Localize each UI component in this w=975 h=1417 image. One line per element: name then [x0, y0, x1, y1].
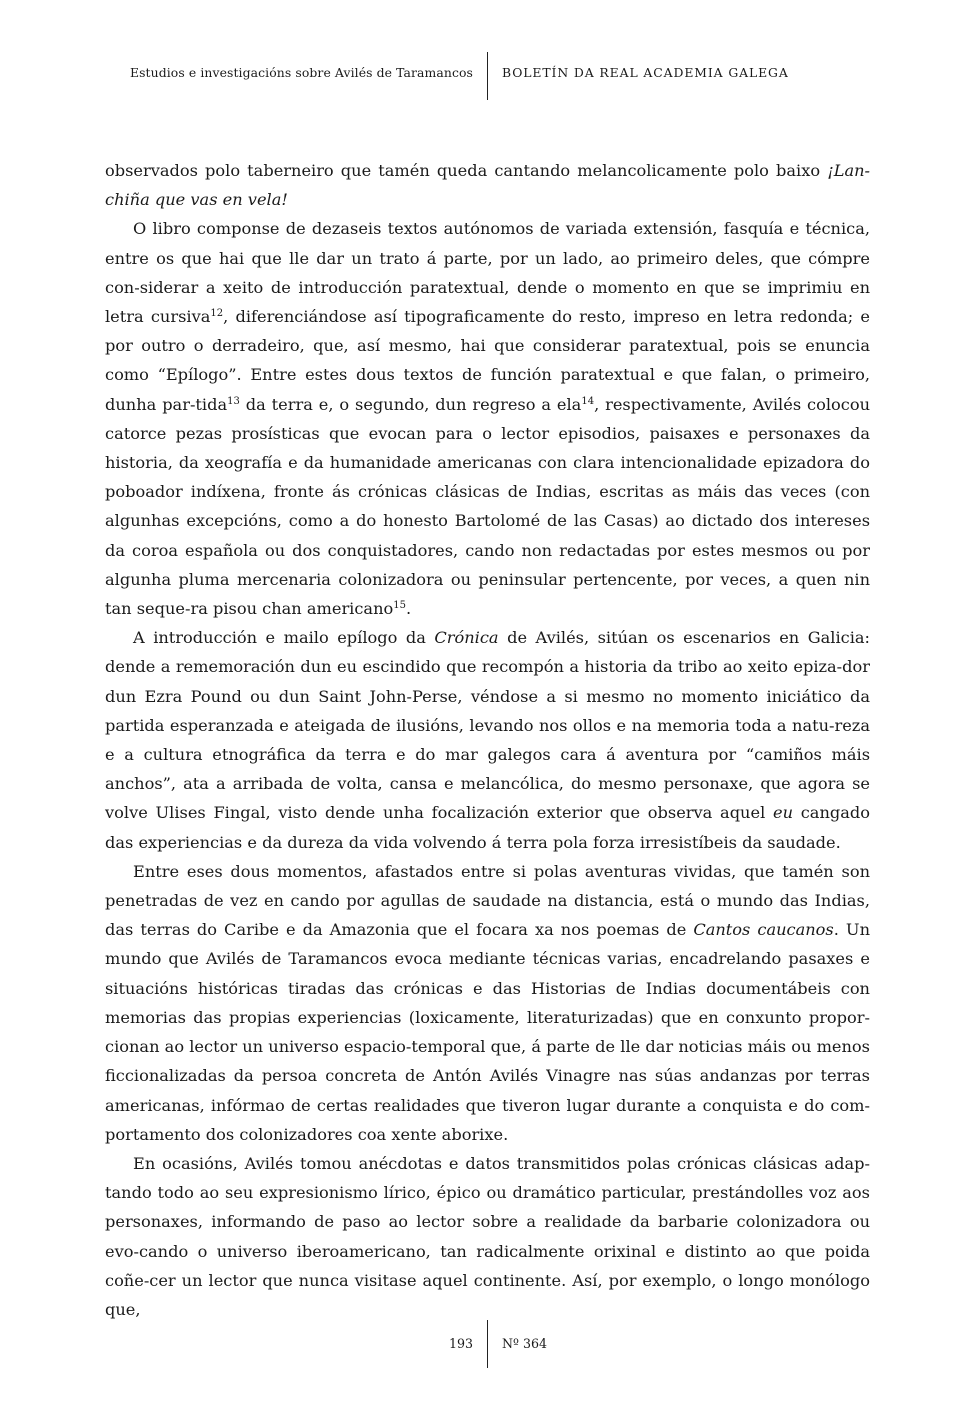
text-run: da terra e, o segundo, dun regreso a ela: [239, 394, 582, 414]
footnote-ref-14[interactable]: 14: [581, 395, 595, 407]
italic-word: eu: [772, 803, 793, 823]
italic-quote: ¡Lan-chiña que vas en vela!: [105, 161, 870, 210]
issue-number: Nº 364: [502, 1336, 547, 1351]
footer-divider: [487, 1320, 488, 1368]
text-run: A introducción e mailo epílogo da: [133, 628, 435, 648]
header-section-title: Estudios e investigacións sobre Avilés de Taramancos: [129, 65, 473, 80]
running-footer: [0, 1320, 975, 1368]
article-body: [105, 156, 870, 1324]
footnote-ref-13[interactable]: 13: [227, 395, 240, 407]
text-run: O libro componse de dezaseis textos autónomos de variada extensión, fasquía e técnica, entre os que hai que lle dar un trato á parte, por un lado, ao primeiro deles, que cómpre con-siderar a xeito de introducción paratextual, dende o momento en que se imprimiu en letra cursiva: [105, 219, 870, 327]
text-run: , diferenciándose así tipograficamente do resto, impreso en letra redonda; e por outro o derradeiro, que, así mesmo, hai que considerar paratextual, pois se enuncia como “Epílogo”. Entre estes dous textos de función paratextual e que falan, o primeiro, dunha par-tida: [105, 307, 871, 414]
text-run: observados polo taberneiro que tamén queda cantando melancolicamente polo baixo: [105, 161, 828, 180]
header-divider: [487, 52, 488, 100]
text-run: , respectivamente, Avilés colocou catorce pezas prosísticas que evocan para o lector episodios, paisaxes e personaxes da historia, da xeografía e da humanidade americanas con clara intencionalidade epizadora do poboador indíxena, fronte ás crónicas clásicas de Indias, escritas as máis das veces (con algunhas excepcións, como a do honesto Bartolomé de las Casas) ao dictado dos intereses da coroa española ou dos conquistadores, cando non redactadas por estes mesmos ou por algunha pluma mercenaria colonizadora ou peninsular pertencente, por veces, a quen nin tan seque-ra pisou chan americano: [105, 394, 870, 619]
paragraph-5: [105, 1149, 870, 1324]
page-number: 193: [448, 1336, 473, 1351]
header-journal-title: BOLETÍN DA REAL ACADEMIA GALEGA: [502, 65, 789, 80]
text-run: En ocasións, Avilés tomou anécdotas e datos transmitidos polas crónicas clásicas adap-tando todo ao seu expresionismo lírico, épico ou dramático particular, prestándolles voz aos personaxes, informando de paso ao lector sobre a realidade da barbarie colonizadora ou evo-cando o universo iberoamericano, tan radicalmente orixinal e distinto ao que poida coñe-cer un lector que nunca visitase aquel continente. Así, por exemplo, o longo monólogo que,: [105, 1153, 870, 1319]
paragraph-3: [105, 623, 870, 857]
italic-title: Crónica: [434, 628, 499, 648]
paragraph-4: [105, 857, 870, 1149]
paragraph-1: [105, 156, 870, 214]
text-run: Entre eses dous momentos, afastados entre si polas aventuras vividas, que tamén son penetradas de vez en cando por agullas de saudade na distancia, está o mundo das Indias, das terras do Caribe e da Amazonia que el focara xa nos poemas de: [105, 861, 870, 940]
italic-title: Cantos caucanos: [693, 920, 834, 940]
running-header: [0, 52, 975, 100]
text-run: . Un mundo que Avilés de Taramancos evoca mediante técnicas varias, encadrelando pasaxes e situacións históricas tiradas das crónicas e das Historias de Indias documentábeis con memorias das propias experiencias (loxicamente, literaturizadas) que en conxunto propor-cionan ao lector un universo espacio-temporal que, á parte de lle dar noticias máis ou menos ficcionalizadas da persoa concreta de Antón Avilés Vinagre nas súas andanzas por terras americanas, infórmao de certas realidades que tiveron lugar durante a conquista e do com-portamento dos colonizadores coa xente aborixe.: [105, 920, 871, 1144]
paragraph-2: [105, 214, 870, 623]
footnote-ref-12[interactable]: 12: [210, 308, 224, 320]
text-run: de Avilés, sitúan os escenarios en Galicia: dende a rememoración dun eu escindido que recompón a historia da tribo ao xeito epiza-dor dun Ezra Pound ou dun Saint John-Perse, véndose a si mesmo no momento iniciático da partida esperanzada e ateigada de ilusións, levando nos ollos e na memoria toda a natu-reza e a cultura etnográfica da terra e do mar galegos cara á aventura por “camiños máis anchos”, ata a arribada de volta, cansa e melancólica, do mesmo personaxe, que agora se volve Ulises Fingal, visto dende unha focalización exterior que observa aquel: [105, 628, 870, 823]
text-run: .: [405, 599, 412, 619]
footnote-ref-15[interactable]: 15: [393, 600, 406, 612]
text-run: cangado das experiencias e da dureza da vida volvendo á terra pola forza irresistíbeis da saudade.: [105, 803, 870, 852]
